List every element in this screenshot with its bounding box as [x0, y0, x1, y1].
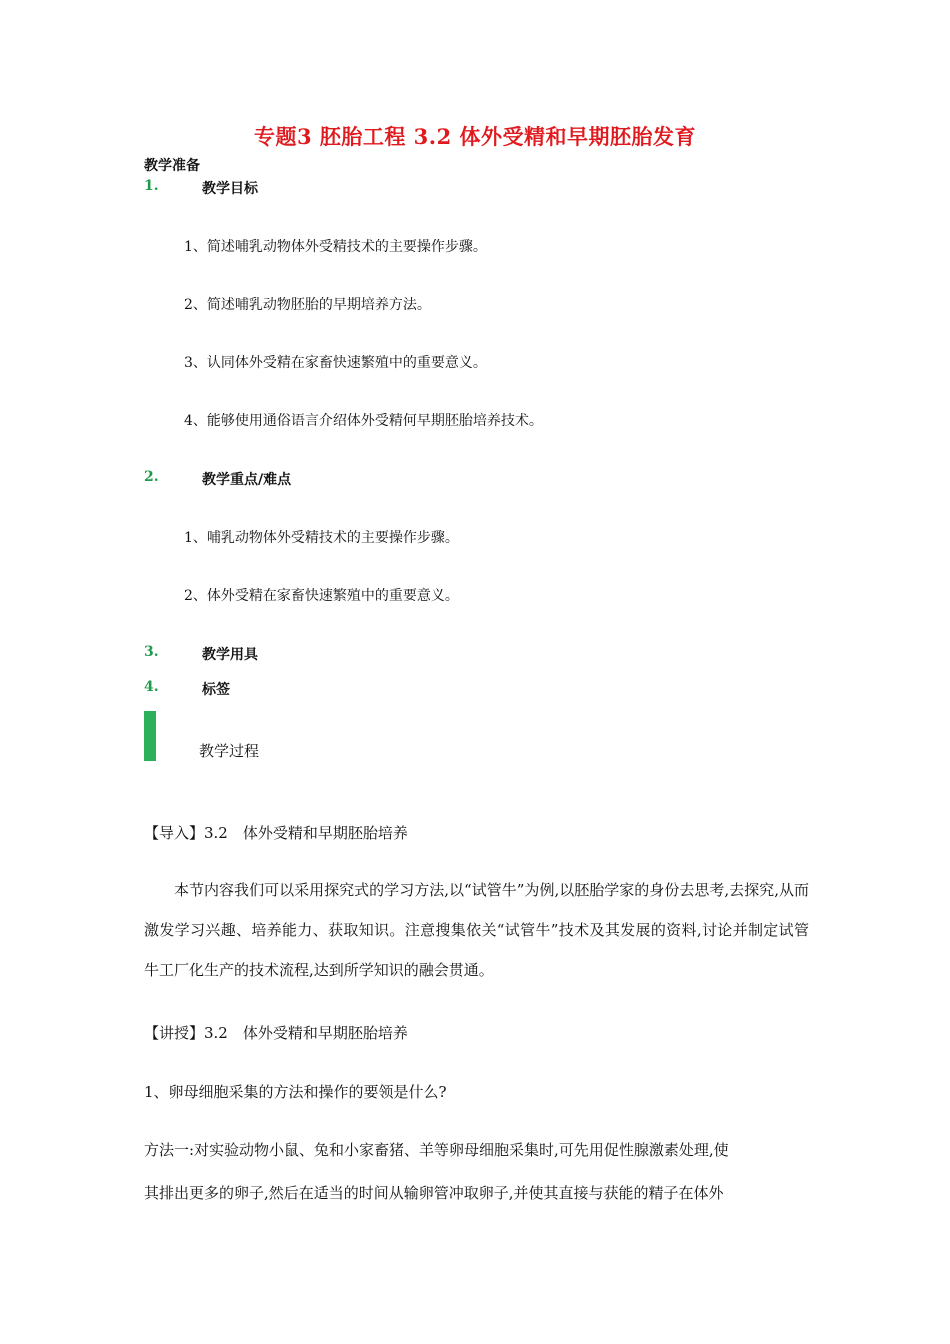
- method-line-2: 其排出更多的卵子,然后在适当的时间从输卵管冲取卵子,并使其直接与获能的精子在体外: [144, 1184, 724, 1202]
- section-number-4: 4.: [144, 679, 159, 695]
- goal-item-3: 3、认同体外受精在家畜快速繁殖中的重要意义。: [184, 355, 487, 371]
- document-title: 专题3 胚胎工程 3.2 体外受精和早期胚胎发育: [253, 124, 697, 149]
- section-number-2: 2.: [144, 469, 159, 485]
- goal-item-2: 2、简述哺乳动物胚胎的早期培养方法。: [184, 297, 431, 313]
- process-label: 教学过程: [199, 742, 260, 760]
- goal-item-1: 1、简述哺乳动物体外受精技术的主要操作步骤。: [184, 239, 487, 255]
- method-line-1: 方法一:对实验动物小鼠、兔和小家畜猪、羊等卵母细胞采集时,可先用促性腺激素处理,使: [144, 1141, 729, 1159]
- goal-item-4: 4、能够使用通俗语言介绍体外受精何早期胚胎培养技术。: [184, 413, 543, 429]
- section-heading-tools: 教学用具: [202, 647, 258, 663]
- section-label-prep: 教学准备: [144, 158, 200, 174]
- section-heading-key-points: 教学重点/难点: [202, 472, 292, 488]
- process-marker-bar: [144, 711, 156, 761]
- section-number-1: 1.: [144, 178, 159, 194]
- key-point-item-1: 1、哺乳动物体外受精技术的主要操作步骤。: [184, 530, 459, 546]
- section-heading-tags: 标签: [202, 682, 230, 698]
- section-heading-goals: 教学目标: [202, 181, 258, 197]
- key-point-item-2: 2、体外受精在家畜快速繁殖中的重要意义。: [184, 588, 459, 604]
- intro-paragraph: 本节内容我们可以采用探究式的学习方法,以“试管牛”为例,以胚胎学家的身份去思考,去探究,从而激发学习兴趣、培养能力、获取知识。注意搜集依关“试管牛”技术及其发展的资料,讨论并制定试管牛工厂化生产的技术流程,达到所学知识的融会贯通。: [144, 881, 809, 979]
- question-line: 1、卵母细胞采集的方法和操作的要领是什么?: [144, 1083, 447, 1101]
- lecture-heading: 【讲授】3.2 体外受精和早期胚胎培养: [144, 1024, 408, 1042]
- section-number-3: 3.: [144, 644, 159, 660]
- intro-heading: 【导入】3.2 体外受精和早期胚胎培养: [144, 824, 408, 842]
